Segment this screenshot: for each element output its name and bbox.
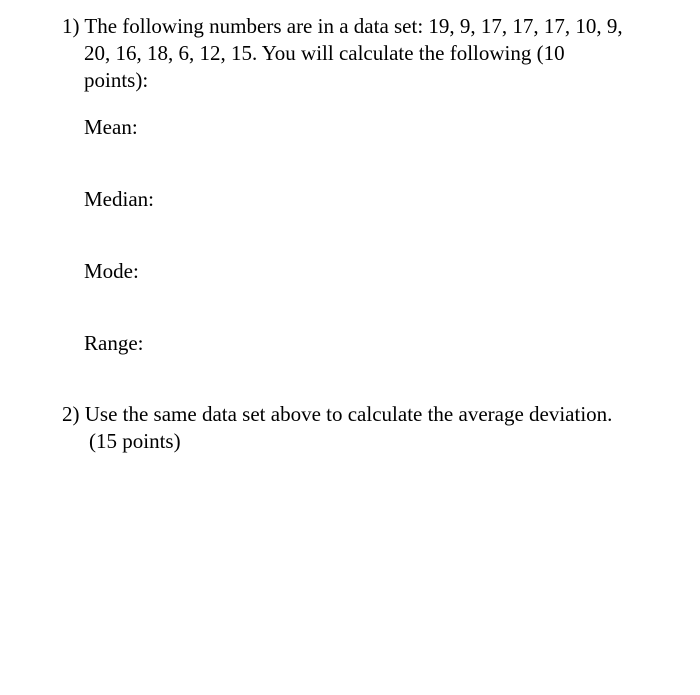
question-2-line-1: 2) Use the same data set above to calculate the average deviation. [62,402,613,426]
median-label: Median: [84,187,154,211]
question-2-line-2: (15 points) [89,429,181,453]
question-1 [62,13,623,94]
mean-label: Mean: [84,115,138,139]
mode-label: Mode: [84,259,139,283]
question-2 [62,401,612,455]
question-1-line-1: 1) The following numbers are in a data set: 19, 9, 17, 17, 17, 10, 9, [62,14,623,38]
question-1-line-2: 20, 16, 18, 6, 12, 15. You will calculate the following (10 [84,41,565,65]
range-label: Range: [84,331,144,355]
question-1-line-3: points): [84,68,149,92]
